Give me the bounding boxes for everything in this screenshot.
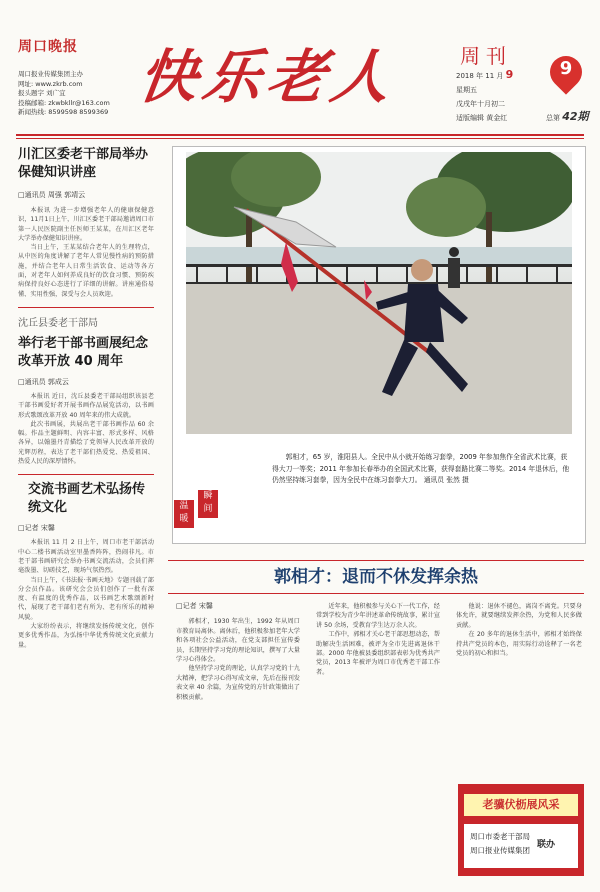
headline: 川汇区委老干部局举办保健知识讲座: [18, 147, 149, 180]
main-photo: [186, 152, 572, 434]
paragraph: 当日上午，王某某结合老年人的生理特点，从中医的角度讲解了老年人常见慢性病的预防措施，并结合老年人日常生活饮食、运动等各方面，对老年人如何养成良好的饮食习惯、预防疾病保持良好心态进行了详细的讲解。讲座通俗易懂、实用性强，深受与会人员欢迎。: [18, 244, 154, 298]
info-line: 新闻热线: 8599598 8599369: [18, 108, 109, 117]
masthead-rule: [16, 134, 584, 136]
story-2: [18, 314, 154, 466]
headline: 交流书画艺术弘扬传统文化: [28, 482, 146, 516]
org-line: 周口报业传媒集团: [470, 846, 530, 855]
page-number: 9: [559, 58, 573, 79]
lunar-date: 戊戌年十月初二: [456, 100, 505, 108]
info-line: 投稿邮箱: zkwbkllr@163.com: [18, 98, 110, 107]
headline: 举行老干部书画展纪念改革开放 40 周年: [18, 335, 149, 369]
brand-logo: 周口晚报: [18, 39, 78, 55]
paragraph: 本报讯 11 月 2 日上午，周口市老干部活动中心二楼书画活动室里墨香阵阵，热闹非凡。市老干部书画研究会举办书画交流活动，会员们挥毫泼墨、切磋技艺，现场气氛热烈。: [18, 539, 154, 575]
byline: □通讯员 周强 郭靖云: [18, 191, 86, 199]
paragraph: 此次书画展，共展出老干部书画作品 60 余幅。作品主题鲜明、内容丰富、形式多样、风格各异，以翰墨丹青描绘了党领导人民改革开放的光辉历程，表达了老干部们热爱党、热爱祖国、热爱人民的深厚情怀。: [18, 420, 154, 466]
story-1: [18, 146, 154, 299]
feature-column-2: [316, 602, 440, 677]
paragraph: 当日上午，《书法报·书画天地》专题刊载了部分会员作品。该研究会会员们创作了一批有深度、有温度的优秀作品，以书画艺术歌颂新时代，展现了老干部们老有所为、老有所乐的精神风貌。: [18, 576, 154, 621]
paragraph: 大家纷纷表示，将继续发扬传统文化，创作更多优秀作品，为弘扬中华优秀传统文化贡献力量。: [18, 623, 154, 649]
corner-label: 瞬 间: [198, 490, 218, 518]
story-3: [18, 481, 154, 650]
feature-column-1: [176, 602, 300, 702]
byline: □记者 宋馨: [176, 602, 213, 610]
editors: 适版编辑 黄金红: [456, 114, 508, 122]
banner-join: 联办: [537, 840, 556, 850]
total-issue: 总第 42期: [546, 110, 589, 123]
corner-label: 温 暖: [174, 500, 194, 528]
martial-arts-photo: [186, 152, 572, 434]
paragraph: 他说：退休不褪色，离岗不离党。只要身体允许，就要继续发挥余热，为党和人民多做贡献。: [456, 603, 582, 629]
paragraph: 他坚持学习党的理论，认真学习党的十九大精神，把学习心得写成文章，先后在报刊发表文章 40 余篇，为宣传党的方针政策做出了积极贡献。: [176, 665, 300, 701]
feature-headline: 郭相才：退而不休发挥余热: [168, 560, 584, 594]
feature-column-3: [456, 602, 582, 658]
weekday: 星期五: [456, 86, 477, 94]
info-line: 网址: www.zkrb.com: [18, 79, 83, 88]
info-line: 周口报业传媒集团主办: [18, 70, 83, 78]
paragraph: 工作中，郭相才关心老干部思想动态，帮助解决生活困难，被评为全市先进离退休干部。2000 年他被县委组织部表彰为优秀共产党员，2013 年被评为周口市优秀老干部工作者。: [316, 631, 440, 676]
banner-orgs: [470, 830, 530, 858]
issue-date: 2018 年 11 月 9: [456, 68, 514, 81]
divider: [18, 474, 154, 475]
info-line: 报头题字 刘广宜: [18, 89, 66, 98]
divider: [18, 307, 154, 308]
paragraph: 在 20 多年的退休生活中，郭相才始终保持共产党员的本色，用实际行动诠释了一名老党员的初心和担当。: [456, 631, 582, 658]
kicker: 沈丘县委老干部局: [18, 317, 98, 329]
masthead-rule-thin: [16, 138, 584, 139]
byline: □记者 宋馨: [18, 524, 55, 533]
paragraph: 本报讯 为进一步增强老年人的健康保健意识，11月1日上午，川汇区委老干部局邀请周口市第一人民医院副主任医师王某某，在川汇区老年大学举办保健知识讲座。: [18, 207, 154, 242]
paragraph: 近年来，他积极参与关心下一代工作，经常到学校为青少年讲述革命传统故事，累计宣讲 50 余场，受教育学生达万余人次。: [316, 603, 440, 629]
left-column: [18, 142, 154, 650]
masthead: [0, 0, 600, 134]
weekly-label: 周刊: [460, 44, 512, 68]
org-line: 周口市委老干部局: [470, 832, 530, 841]
date-box: [456, 68, 513, 125]
banner-title: 老骥伏枥展风采: [464, 794, 578, 816]
paragraph: 郭相才，1930 年出生，1992 年从周口市教育局离休。离休后，他积极参加老年大学和各项社会公益活动，在党支部担任宣传委员，长期坚持学习党的理论知识，撰写了大量学习心得体会。: [176, 618, 300, 664]
byline: □通讯员 郭成云: [18, 377, 69, 386]
photo-caption: 郭相才，65 岁，淮阳县人。全民中从小就开始练习套拳，2009 年参加焦作全省武术比赛，获得大刀一等奖；2011 年参加长春举办的全国武术比赛，获得套路比赛二等奖。2014 年退休后，他仍然坚持练习套拳，因为全民中在练习套拳大刀。 通讯员 张然 摄: [272, 453, 570, 484]
masthead-info: [18, 70, 128, 118]
section-title: 快乐老人: [134, 43, 401, 111]
paragraph: 本报讯 近日，沈丘县委老干部局组织该县老干部书画爱好者开展书画作品展览活动，以书画形式歌颂改革开放 40 周年来的伟大成就。: [18, 392, 154, 419]
